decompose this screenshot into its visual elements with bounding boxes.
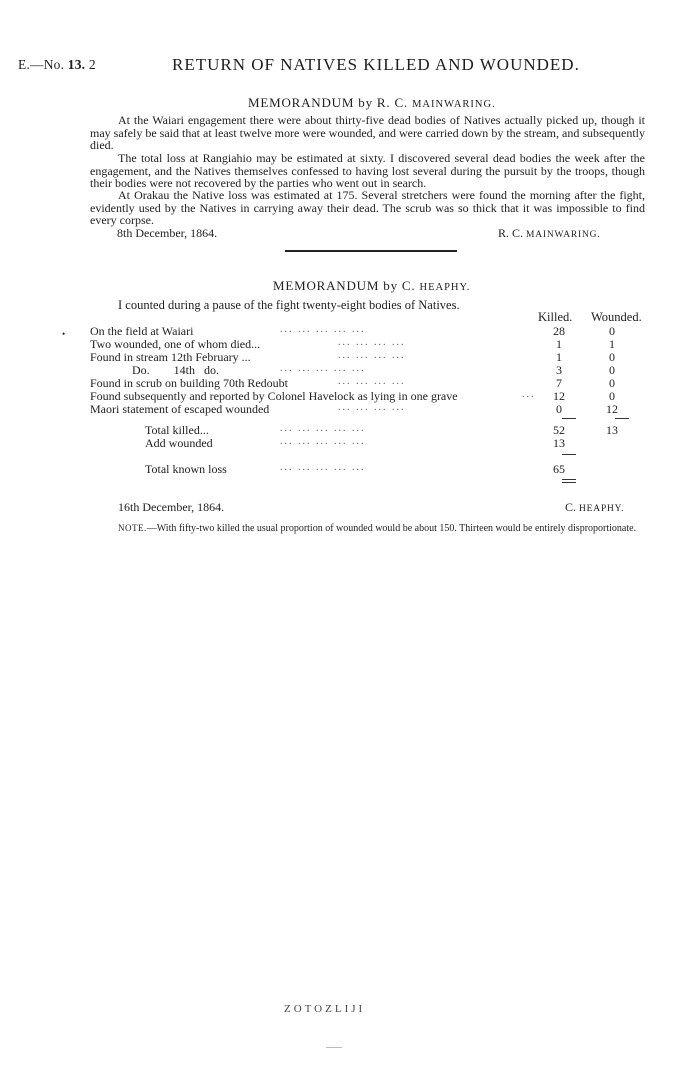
memo1-date: 8th December, 1864. [117, 226, 218, 240]
row-label: On the field at Waiari [90, 324, 194, 338]
row-wounded: 0 [609, 324, 615, 338]
add-wounded-value: 13 [553, 436, 565, 450]
row-killed: 0 [556, 402, 562, 416]
row-label: Found in stream 12th February ... [90, 350, 251, 364]
memo1-signature-initials: R. C. [498, 226, 527, 240]
memo1-signature-name: MAINWARING. [526, 230, 601, 240]
row-label: Found in scrub on building 70th Redoubt [90, 376, 288, 390]
double-rule-bottom [562, 482, 576, 483]
page-number: 2 [88, 57, 96, 72]
memo1-heading [248, 95, 496, 111]
table-row [90, 402, 650, 416]
row-label: Found subsequently and reported by Colonel Havelock as lying in one grave [90, 389, 458, 403]
table-row [90, 324, 650, 338]
memo2-date: 16th December, 1864. [118, 500, 225, 514]
leader-dots: ... ... ... ... ... [280, 423, 366, 434]
memo1-paragraph-1: At the Waiari engagement there were about thirty-five dead bodies of Natives actually picked up, though it may safely be said that at least twelve more were wounded, and were carried down by the stream, and subsequently died. [90, 113, 645, 152]
leader-dots: ... [522, 389, 536, 400]
add-wounded-label: Add wounded [145, 436, 213, 450]
row-killed: 3 [556, 363, 562, 377]
memo2-signature-name: HEAPHY. [579, 504, 625, 514]
memo2-heading-text: MEMORANDUM by C. [273, 278, 420, 293]
row-wounded: 0 [609, 350, 615, 364]
memo2-heading-name: HEAPHY. [419, 282, 471, 293]
note-label: NOTE. [118, 523, 147, 533]
row-killed: 12 [553, 389, 565, 403]
total-loss-value: 65 [553, 462, 565, 476]
leader-dots: ... ... ... ... ... [280, 436, 366, 447]
total-loss-row [90, 462, 650, 476]
subtotal-rule-killed [562, 418, 576, 419]
row-label: Two wounded, one of whom died... [90, 337, 261, 351]
double-rule-top [562, 479, 576, 480]
leader-dots: ... ... ... ... [338, 402, 406, 413]
leader-dots: ... ... ... ... ... [280, 363, 366, 374]
memo2-heading [273, 278, 470, 294]
section-divider [285, 250, 457, 252]
page-title: RETURN OF NATIVES KILLED AND WOUNDED. [172, 55, 580, 74]
row-killed: 1 [556, 337, 562, 351]
memo1-signature [498, 226, 601, 241]
table-row [90, 337, 650, 351]
memo1-paragraph-2: The total loss at Rangiahio may be estimated at sixty. I discovered several dead bodies the week after the engagement, and the Natives themselves confessed to having lost several during the pursuit by the troops, though their bodies were not recovered by the parties who went out in search. [90, 151, 645, 190]
leader-dots: ... ... ... ... [338, 337, 406, 348]
footer-stamp: ZOTOZLIJI [284, 1003, 366, 1015]
document-reference [18, 57, 96, 73]
table-row [90, 350, 650, 364]
leader-dots: ... ... ... ... [338, 350, 406, 361]
memo1-paragraph-3: At Orakau the Native loss was estimated at 175. Several stretchers were found the morning after the fight, evidently used by the Natives in carrying away their dead. The scrub was so thick that it was impossible to find every corpse. [90, 188, 645, 227]
row-wounded: 1 [609, 337, 615, 351]
leader-dots: ... ... ... ... ... [280, 462, 366, 473]
total-wounded-value: 13 [606, 423, 618, 437]
memo1-heading-text: MEMORANDUM by R. C. [248, 95, 413, 110]
table-row [90, 389, 650, 403]
row-killed: 1 [556, 350, 562, 364]
footer-mark [326, 1047, 342, 1048]
row-wounded: 0 [609, 363, 615, 377]
leader-dots: ... ... ... ... [338, 376, 406, 387]
row-wounded: 0 [609, 376, 615, 390]
row-killed: 7 [556, 376, 562, 390]
memo2-intro: I counted during a pause of the fight twenty-eight bodies of Natives. [118, 298, 460, 312]
note-text: —With fifty-two killed the usual proportion of wounded would be about 150. Thirteen would be entirely disproportionate. [146, 523, 637, 534]
row-wounded: 12 [606, 402, 618, 416]
total-killed-label: Total killed... [145, 423, 209, 437]
total-killed-value: 52 [553, 423, 565, 437]
leader-dots: ... ... ... ... ... [280, 324, 366, 335]
table-row [90, 363, 650, 377]
row-killed: 28 [553, 324, 565, 338]
ref-prefix: E.—No. [18, 57, 65, 72]
total-killed-row [90, 423, 650, 437]
row-label: Do. 14th do. [132, 363, 219, 377]
memo2-signature [565, 500, 624, 515]
margin-mark: • [62, 329, 66, 339]
memo1-heading-name: MAINWARING. [412, 99, 496, 110]
total-rule [562, 454, 576, 455]
total-loss-label: Total known loss [145, 462, 227, 476]
subtotal-rule-wounded [615, 418, 629, 419]
column-header-killed: Killed. [538, 310, 573, 324]
table-row [90, 376, 650, 390]
column-header-wounded: Wounded. [591, 310, 642, 324]
row-label: Maori statement of escaped wounded [90, 402, 270, 416]
add-wounded-row [90, 436, 650, 450]
ref-number: 13. [67, 57, 86, 72]
row-wounded: 0 [609, 389, 615, 403]
memo2-signature-initials: C. [565, 500, 580, 514]
memo2-note [90, 522, 652, 536]
